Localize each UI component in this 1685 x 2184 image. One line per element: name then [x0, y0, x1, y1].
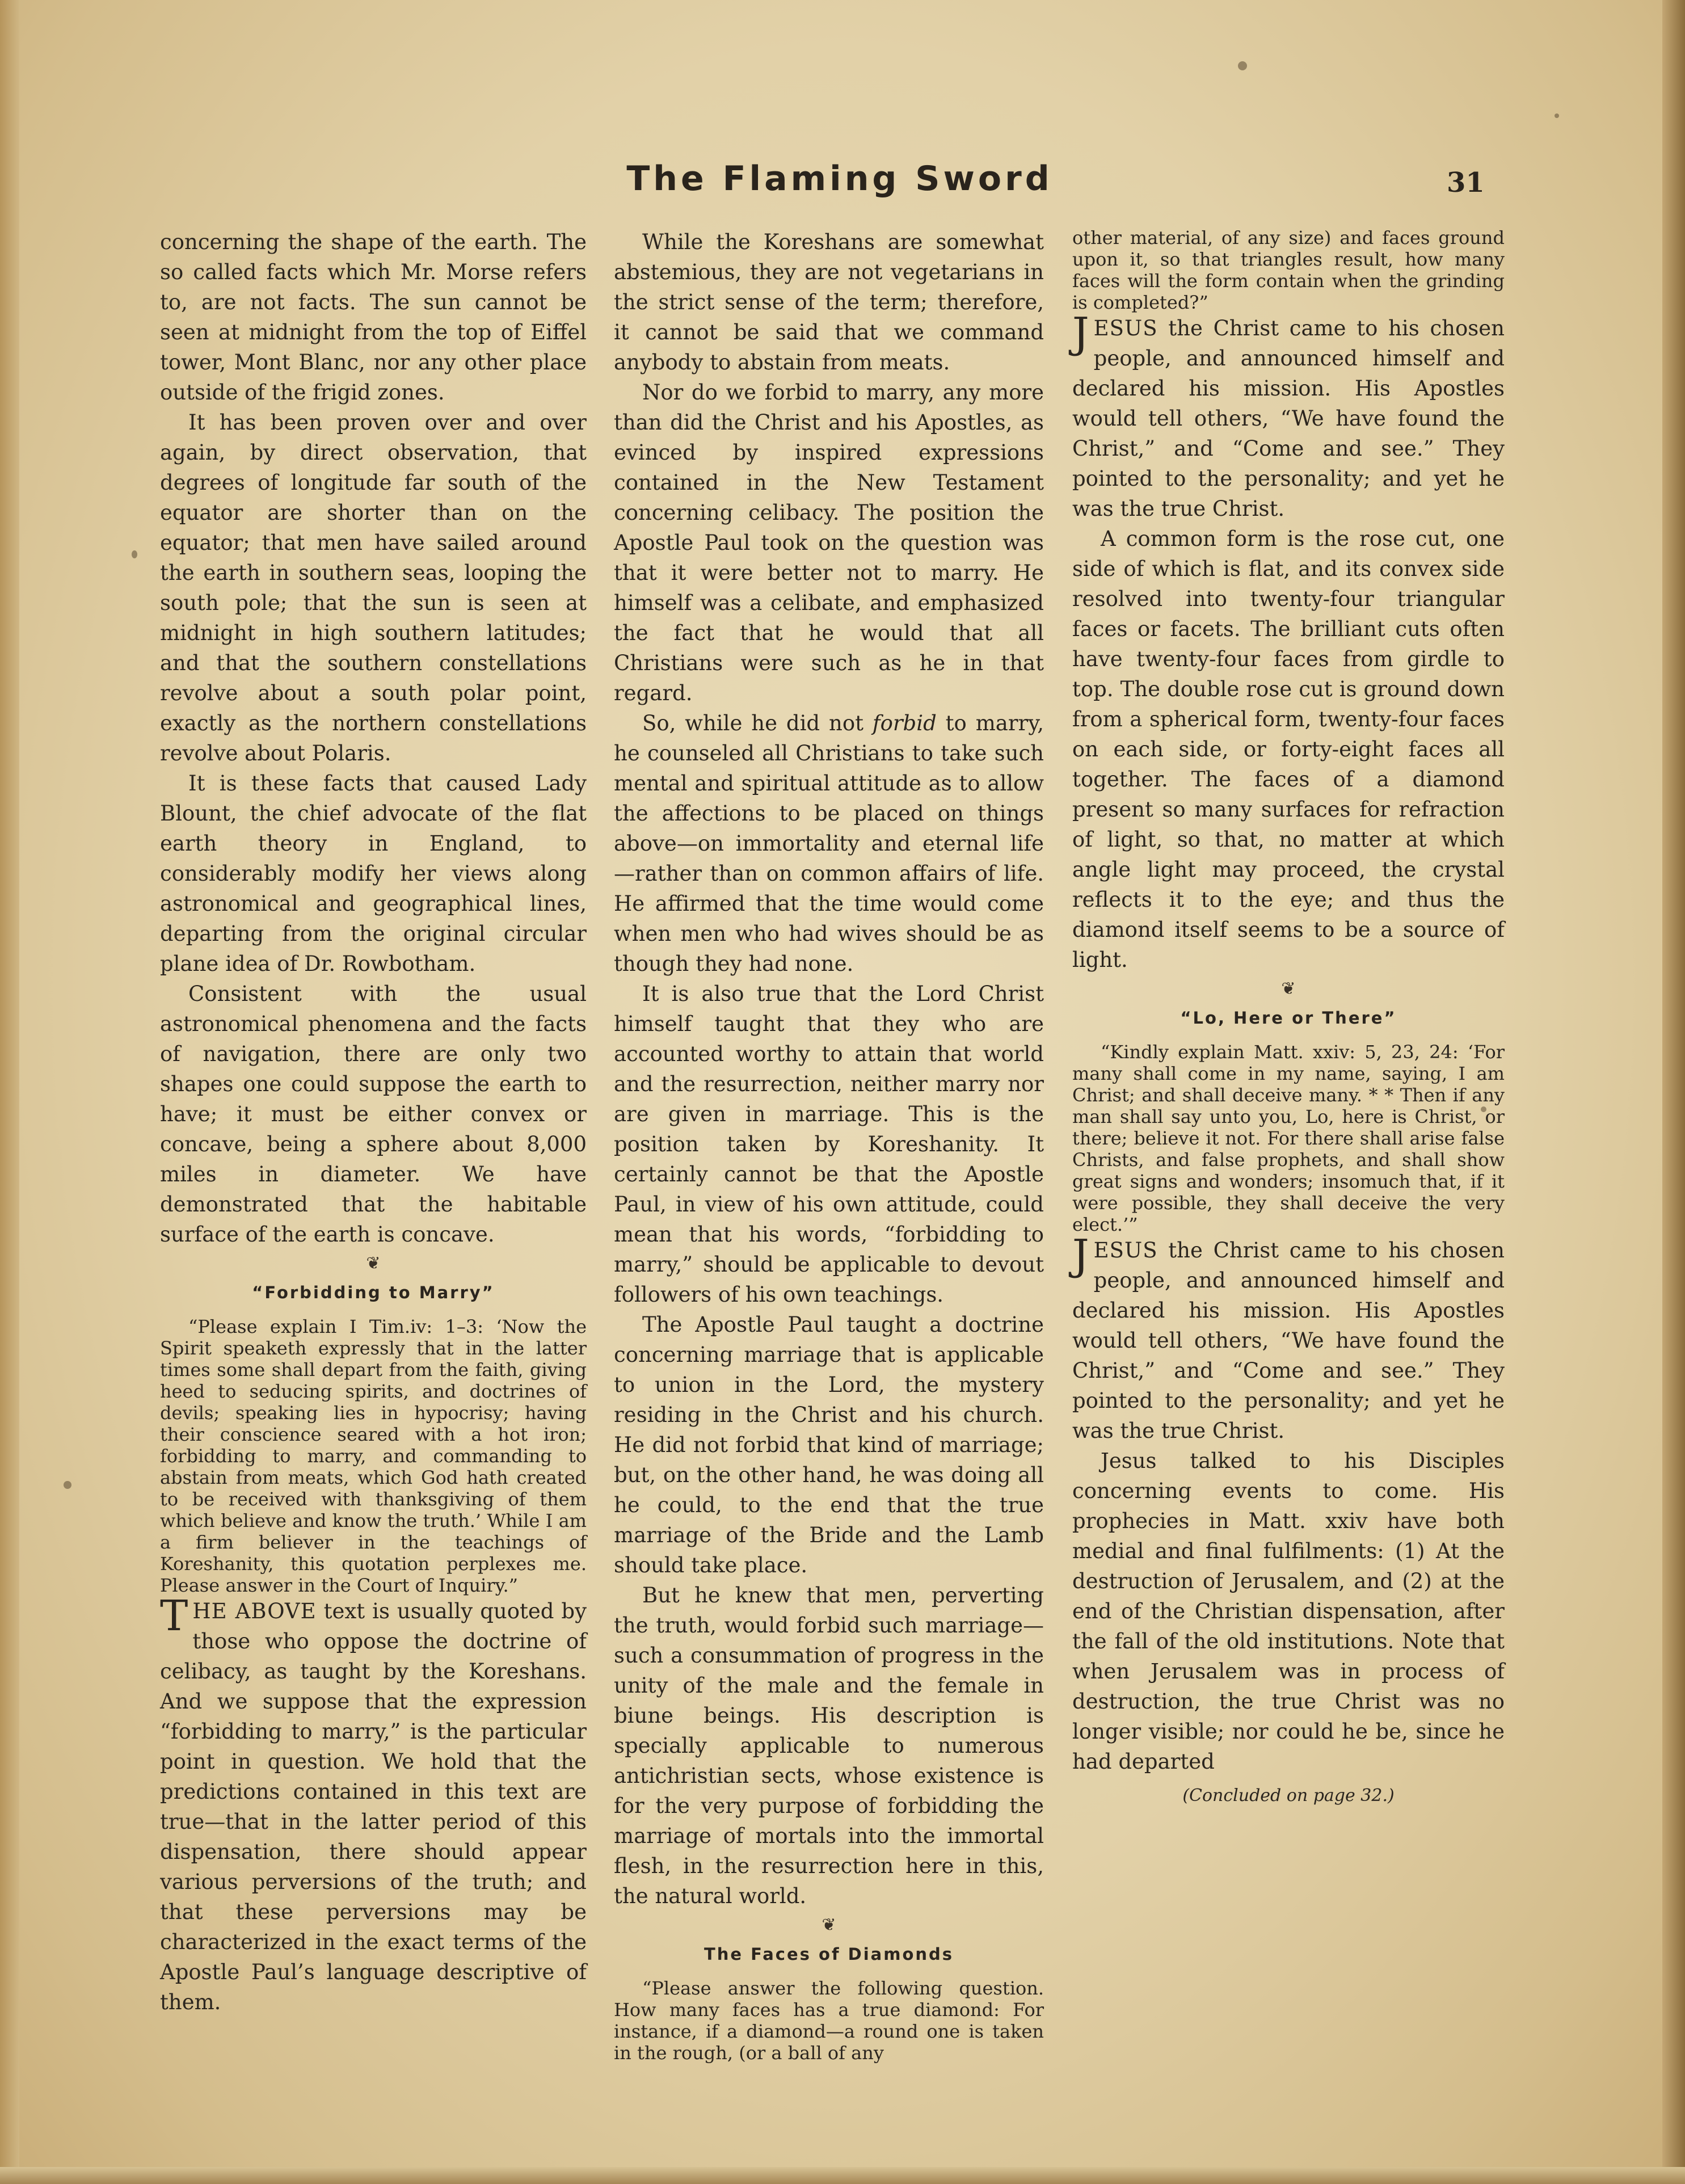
section-heading: The Faces of Diamonds: [704, 1945, 954, 1964]
page-edge-right: [1662, 0, 1685, 2184]
drop-cap: J: [1072, 309, 1089, 357]
paragraph: But he knew that men, perverting the truth, would forbid such marriage—such a consummation of progress in the unity of the male and the female in biune beings. His description is specially applicable to numerous antichristian sects, whose existence is for the very purpose of forbidding the marriage of mortals into the immortal flesh, in the resurrection here in this, the natural world.: [614, 1583, 1044, 1908]
paper-speck: [1555, 113, 1559, 118]
paragraph: Consistent with the usual astronomical phenomena and the facts of navigation, there are only two shapes one could suppose the earth to have; it must be either convex or concave, being a sphere about 8,000 miles in diameter. We have demonstrated that the habitable surface of the earth is concave.: [160, 982, 587, 1247]
answer-text: the Christ came to his chosen people, and announced himself and declared his mission. His Apostles would tell others, “We have found the Christ,” and “Come and see.” They pointed to the personality; and yet he was the true Christ.: [1072, 1238, 1505, 1443]
section-heading: “Lo, Here or There”: [1180, 1008, 1397, 1028]
answer-paragraph: [160, 1592, 587, 2017]
emphasis: forbid: [872, 711, 937, 735]
answer-text: the Christ came to his chosen people, and announced himself and declared his mission. His Apostles would tell others, “We have found the Christ,” and “Come and see.” They pointed to the personality; and yet he was the true Christ.: [1072, 316, 1505, 521]
paragraph: While the Koreshans are somewhat abstemious, they are not vegetarians in the strict sense of the term; therefore, it cannot be said that we command anybody to abstain from meats.: [614, 230, 1044, 374]
running-header: [0, 159, 1685, 216]
ornament-icon: ❦: [1281, 979, 1296, 999]
reader-question: “Kindly explain Matt. xxiv: 5, 23, 24: ‘For many shall come in my name, saying, I am Christ; and shall deceive many. * * Then if any man shall say unto you, Lo, here is Christ, or there; believe it not. For there shall arise false Christs, and false prophets, and shall show great signs and wonders; insomuch that, if it were possible, they shall deceive the very elect.’”: [1072, 1041, 1505, 1235]
reader-question-continued: other material, of any size) and faces ground upon it, so that triangles result, how many faces will the form contain when the grinding is completed?”: [1072, 227, 1505, 313]
answer-lead: ESUS: [1093, 1238, 1158, 1263]
page-edge-left: [0, 0, 19, 2184]
page-edge-bottom: [0, 2167, 1685, 2184]
ornament-icon: ❦: [822, 1915, 836, 1935]
paper-speck: [64, 1481, 71, 1489]
page-title: The Flaming Sword: [626, 159, 1053, 199]
paragraph: [614, 708, 1044, 979]
ornament-icon: ❦: [366, 1253, 381, 1273]
text-run: So, while he did not: [642, 711, 873, 735]
paper-speck: [1238, 61, 1247, 70]
answer-lead: HE ABOVE: [192, 1599, 317, 1623]
section-heading: “Forbidding to Marry”: [252, 1283, 495, 1302]
answer-text: text is usually quoted by those who oppose the doctrine of celibacy, as taught by the Koreshans. And we suppose that the expression “forbidding to marry,” is the particular point in question. We hold that the predictions contained in this text are true—that in the latter period of this dispensation, there should appear various perversions of the truth; and that these perversions may be characterized in the exact terms of the Apostle Paul’s language descriptive of them.: [160, 1599, 587, 2014]
answer-paragraph: [1072, 309, 1505, 524]
text-run: to marry, he counseled all Christians to take such mental and spiritual attitude as to allow the affections to be placed on things above—on immortality and eternal life—rather than on common affairs of life. He affirmed that the time would come when men who had wives should be as though they had none.: [614, 711, 1044, 976]
answer-lead: ESUS: [1093, 316, 1158, 340]
column-3: [1072, 227, 1505, 1807]
answer-paragraph: [1072, 1231, 1505, 1446]
column-1: [160, 227, 587, 2017]
paragraph: It is also true that the Lord Christ himself taught that they who are accounted worthy to attain that world and the resurrection, neither marry nor are given in marriage. This is the position taken by Koreshanity. It certainly cannot be that the Apostle Paul, in view of his own attitude, could mean that his words, “forbidding to marry,” should be applicable to devout followers of his own teachings.: [614, 982, 1044, 1307]
column-2: [614, 227, 1044, 2064]
paragraph: Nor do we forbid to marry, any more than did the Christ and his Apostles, as evinced by inspired expressions contained in the New Testament concerning celibacy. The position the Apostle Paul took on the question was that it were better not to marry. He himself was a celibate, and emphasized the fact that he would that all Christians were such as he in that regard.: [614, 380, 1044, 705]
paragraph: A common form is the rose cut, one side of which is flat, and its convex side resolved into twenty-four triangular faces or facets. The brilliant cuts often have twenty-four faces from girdle to top. The double rose cut is ground down from a spherical form, twenty-four faces on each side, or forty-eight faces all together. The faces of a diamond present so many surfaces for refraction of light, so that, no matter at which angle light may proceed, the crystal reflects it to the eye; and thus the diamond itself seems to be a source of light.: [1072, 527, 1505, 972]
paragraph: The Apostle Paul taught a doctrine concerning marriage that is applicable to union in the Lord, the mystery residing in the Christ and his church. He did not forbid that kind of marriage; but, on the other hand, he was doing all he could, to the end that the true marriage of the Bride and the Lamb should take place.: [614, 1312, 1044, 1577]
paragraph: concerning the shape of the earth. The so called facts which Mr. Morse refers to, are not facts. The sun cannot be seen at midnight from the top of Eiffel tower, Mont Blanc, nor any other place outside of the frigid zones.: [160, 230, 587, 405]
paragraph: It has been proven over and over again, by direct observation, that degrees of longitude far south of the equator are shorter than on the equator; that men have sailed around the earth in southern seas, looping the south pole; that the sun is seen at midnight in high southern latitudes; and that the southern constellations revolve about a south polar point, exactly as the northern constellations revolve about Polaris.: [160, 410, 587, 765]
paragraph: Jesus talked to his Disciples concerning events to come. His prophecies in Matt. xxiv have both medial and final fulfilments: (1) At the destruction of Jerusalem, and (2) at the end of the Christian dispensation, after the fall of the old institutions. Note that when Jerusalem was in process of destruction, the true Christ was no longer visible; nor could he be, since he had departed: [1072, 1449, 1505, 1774]
drop-cap: T: [160, 1592, 188, 1640]
continued-note: (Concluded on page 32.): [1182, 1786, 1395, 1806]
reader-question: “Please explain I Tim.iv: 1–3: ‘Now the Spirit speaketh expressly that in the latter times some shall depart from the faith, giving heed to seducing spirits, and doctrines of devils; speaking lies in hypocrisy; having their conscience seared with a hot iron; forbidding to marry, and commanding to abstain from meats, which God hath created to be received with thanksgiving of them which believe and know the truth.’ While I am a firm believer in the teachings of Koreshanity, this quotation perplexes me. Please answer in the Court of Inquiry.”: [160, 1316, 587, 1596]
reader-question: “Please answer the following question. How many faces has a true diamond: For instance, if a diamond—a round one is taken in the rough, (or a ball of any: [614, 1977, 1044, 2064]
paragraph: It is these facts that caused Lady Blount, the chief advocate of the flat earth theory in England, to considerably modify her views along astronomical and geographical lines, departing from the original circular plane idea of Dr. Rowbotham.: [160, 771, 587, 976]
page-number: 31: [1447, 167, 1485, 199]
drop-cap: J: [1072, 1231, 1089, 1280]
paper-speck: [132, 550, 137, 558]
